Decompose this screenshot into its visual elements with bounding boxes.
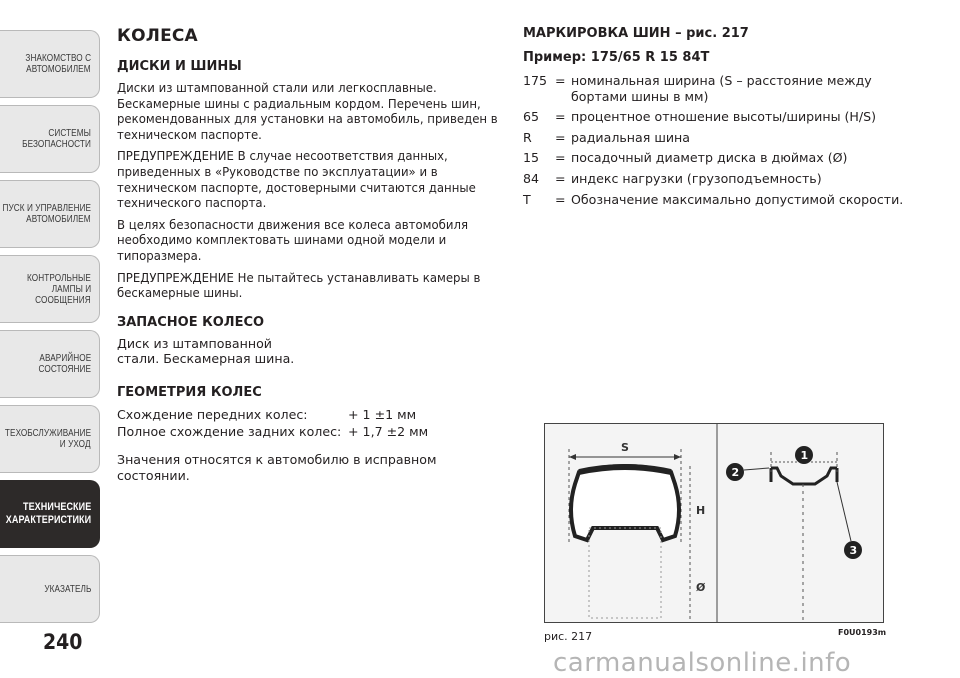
- tab-maintenance[interactable]: [0, 405, 100, 473]
- tab-intro-line1: ЗНАКОМСТВО С: [25, 53, 91, 64]
- safety-paragraph: В целях безопасности движения все колеса автомобиля необходимо комплектовать шинами одной модели и типоразмера.: [117, 216, 469, 263]
- spec-code: 84: [523, 170, 540, 186]
- toe-front-value: + 1 ±1 мм: [348, 406, 417, 422]
- tab-specifications[interactable]: [0, 480, 100, 548]
- tab-driving-line1: ПУСК И УПРАВЛЕНИЕ: [2, 203, 91, 214]
- left-column: [117, 26, 507, 489]
- spec-description: процентное отношение высоты/ширины (H/S): [571, 109, 877, 125]
- tyre-diagram-drawing: [545, 424, 883, 622]
- spec-row-speed: [523, 192, 943, 208]
- tab-warning-lights-line1: КОНТРОЛЬНЫЕ: [27, 272, 91, 284]
- figure-code: F0U0193m: [838, 628, 887, 637]
- label-diameter: Ø: [696, 581, 706, 594]
- wheels-tyres-heading: ДИСКИ И ШИНЫ: [117, 59, 242, 74]
- page-title: КОЛЕСА: [117, 26, 198, 46]
- callout-1-label: 1: [800, 449, 809, 462]
- spec-code: 15: [523, 150, 540, 166]
- watermark: carmanualsonline.info: [553, 648, 852, 678]
- spec-code: T: [523, 191, 531, 207]
- spec-description: номинальная ширина (S – расстояние между бортами шины в мм): [571, 73, 872, 104]
- warning-paragraph-2: ПРЕДУПРЕЖДЕНИЕ Не пытайтесь устанавливать камеры в бескамерные шины.: [117, 269, 481, 301]
- rim-profile: [771, 468, 837, 484]
- tab-specifications-line1: ТЕХНИЧЕСКИЕ: [22, 501, 91, 513]
- tab-intro[interactable]: [0, 30, 100, 98]
- tab-maintenance-line1: ТЕХОБСЛУЖИВАНИЕ: [4, 428, 91, 439]
- section-tabs: [0, 0, 110, 677]
- rim-outline: [589, 528, 661, 618]
- toe-rear-label: Полное схождение задних колес:: [117, 423, 342, 439]
- spec-equals: =: [555, 129, 566, 145]
- spec-equals: =: [555, 191, 566, 207]
- callout-3-leader: [837, 482, 851, 541]
- label-s: S: [621, 441, 629, 454]
- spec-description: посадочный диаметр диска в дюймах (Ø): [571, 150, 848, 166]
- page-number: 240: [43, 630, 83, 654]
- toe-front-row: [117, 406, 507, 423]
- tyre-marking-heading: МАРКИРОВКА ШИН – рис. 217: [523, 26, 749, 41]
- tab-specifications-line2: ХАРАКТЕРИСТИКИ: [5, 514, 91, 526]
- tab-emergency-line2: СОСТОЯНИЕ: [38, 364, 91, 375]
- tab-safety[interactable]: [0, 105, 100, 173]
- tab-safety-line2: БЕЗОПАСНОСТИ: [22, 139, 91, 150]
- tab-warning-lights[interactable]: [0, 255, 100, 323]
- label-h: H: [696, 504, 706, 517]
- spec-equals: =: [555, 150, 566, 166]
- tab-maintenance-line2: И УХОД: [60, 439, 91, 450]
- toe-rear-row: [117, 423, 507, 440]
- spec-row-radial: [523, 130, 943, 146]
- tab-warning-lights-line2: ЛАМПЫ И: [51, 283, 91, 295]
- tab-safety-line1: СИСТЕМЫ: [48, 128, 91, 139]
- tab-emergency[interactable]: [0, 330, 100, 398]
- tyre-marking-example: Пример: 175/65 R 15 84T: [523, 50, 710, 65]
- spec-description: индекс нагрузки (грузоподъемность): [571, 170, 822, 186]
- tyre-marking-list: [523, 73, 943, 207]
- spec-code: 65: [523, 109, 540, 125]
- spec-row-ratio: [523, 109, 943, 125]
- spec-description: Обозначение максимально допустимой скорости.: [571, 191, 904, 207]
- callout-3-label: 3: [849, 544, 858, 557]
- tab-driving[interactable]: [0, 180, 100, 248]
- spec-code: 175: [523, 73, 548, 88]
- tyre-diagram: [544, 423, 884, 623]
- tab-index[interactable]: [0, 555, 100, 623]
- tab-driving-line2: АВТОМОБИЛЕМ: [26, 214, 91, 225]
- figure-caption: рис. 217: [544, 630, 593, 643]
- warning-paragraph-1: ПРЕДУПРЕЖДЕНИЕ В случае несоответствия данных, приведенных в «Руководстве по эксплуатации» и в техническом паспорте, достоверными считаются данные технического паспорта.: [117, 148, 476, 211]
- spec-row-width: [523, 73, 943, 104]
- spec-equals: =: [555, 170, 566, 186]
- tab-emergency-line1: АВАРИЙНОЕ: [39, 353, 91, 364]
- tab-index-line1: УКАЗАТЕЛЬ: [43, 583, 91, 595]
- wheel-geometry-heading: ГЕОМЕТРИЯ КОЛЕС: [117, 384, 262, 400]
- spec-equals: =: [555, 73, 566, 88]
- right-column: [523, 26, 943, 212]
- wheels-paragraph: Диски из штампованной стали или легкосплавные. Бескамерные шины с радиальным кордом. Перечень шин, рекомендованных для установки на автомобиль, приведен в техническом паспорте.: [117, 80, 498, 142]
- tab-intro-line2: АВТОМОБИЛЕМ: [26, 64, 91, 75]
- spec-description: радиальная шина: [571, 129, 690, 145]
- width-arrow-right: [674, 454, 681, 460]
- spare-wheel-heading: ЗАПАСНОЕ КОЛЕСО: [117, 314, 265, 330]
- callout-2-label: 2: [731, 466, 740, 479]
- tyre-section: [571, 466, 679, 540]
- toe-front-label: Схождение передних колес:: [117, 406, 308, 422]
- spec-code: R: [523, 129, 532, 145]
- geometry-note: Значения относятся к автомобилю в исправном состоянии.: [117, 451, 437, 483]
- tab-warning-lights-line3: СООБЩЕНИЯ: [35, 294, 91, 306]
- spare-wheel-text: Диск из штампованной стали. Бескамерная шина.: [117, 335, 295, 367]
- spec-row-load: [523, 171, 943, 187]
- toe-rear-value: + 1,7 ±2 мм: [348, 423, 429, 439]
- width-arrow-left: [569, 454, 576, 460]
- callout-2-leader: [744, 468, 769, 470]
- spec-row-diameter: [523, 150, 943, 166]
- spec-equals: =: [555, 109, 566, 125]
